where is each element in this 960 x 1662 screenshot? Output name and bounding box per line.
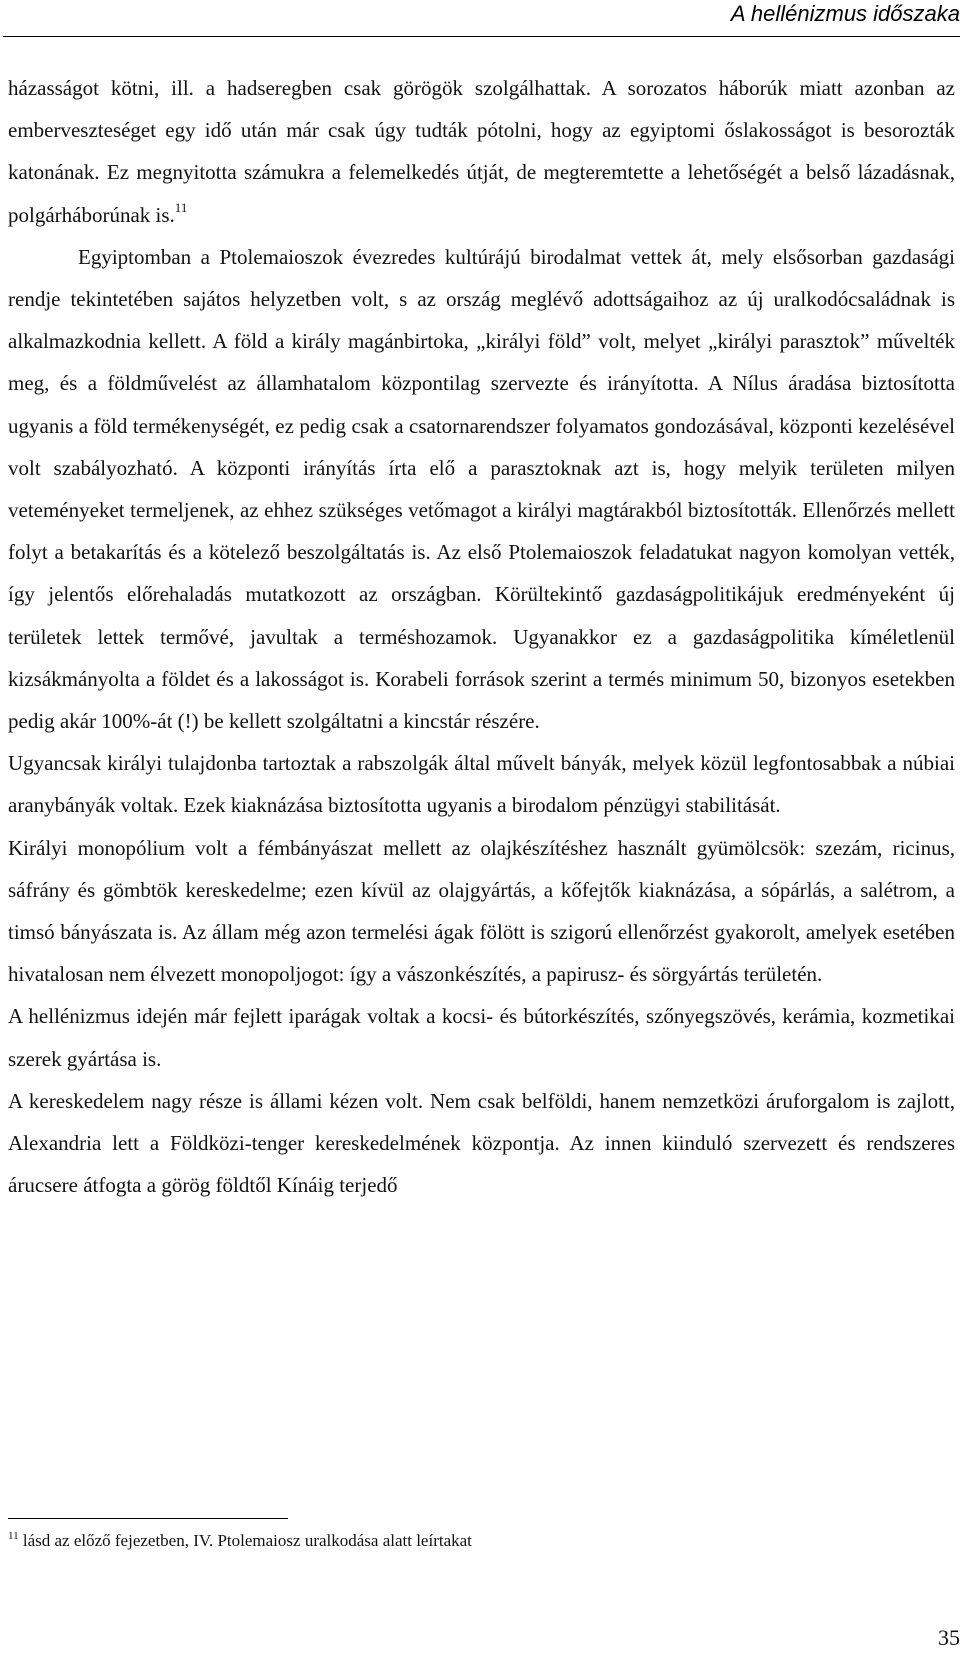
paragraph-continuation bbox=[8, 67, 955, 236]
paragraph-industries: A hellénizmus idején már fejlett iparágak voltak a kocsi- és bútorkészítés, szőnyegszövés, kerámia, kozmetikai szerek gyártása is. bbox=[8, 1004, 955, 1071]
paragraph-monopolies: Királyi monopólium volt a fémbányászat mellett az olajkészítéshez használt gyümölcsök: szezám, ricinus, sáfrány és gömbtök kereskedelme; ezen kívül az olajgyártás, a kőfejtők kiaknázása, a sópárlás, a salétrom, a timsó bányászata is. Az állam még azon termelési ágak fölött is szigorú ellenőrzést gyakorolt, amelyek esetében hivatalosan nem élvezett monopoljogot: így a vászonkészítés, a papirusz- és sörgyártás területén. bbox=[8, 835, 955, 987]
paragraph-ptolemaic-economy: Egyiptomban a Ptolemaioszok évezredes kultúrájú birodalmat vettek át, mely elsősorban gazdasági rendje tekintetében sajátos helyzetben volt, s az ország meglévő adottságaihoz az új uralkodócsaládnak is alkalmazkodnia kellett. A föld a király magánbirtoka, „királyi föld” volt, melyet „királyi parasztok” művelték meg, és a földművelést az államhatalom központilag szervezte és irányította. A Nílus áradása biztosította ugyanis a föld termékenységét, ez pedig csak a csatornarendszer folyamatos gondozásával, központi kezelésével volt szabályozható. A központi irányítás írta elő a parasztoknak azt is, hogy melyik területen milyen veteményeket termeljenek, az ehhez szükséges vetőmagot a királyi magtárakból biztosították. Ellenőrzés mellett folyt a betakarítás és a kötelező beszolgáltatás is. Az első Ptolemaioszok feladatukat nagyon komolyan vették, így jelentős előrehaladás mutatkozott az országban. Körültekintő gazdaságpolitikájuk eredményeként új területek lettek termővé, javultak a terméshozamok. Ugyanakkor ez a gazdaságpolitika kíméletlenül kizsákmányolta a földet és a lakosságot is. Korabeli források szerint a termés minimum 50, bizonyos esetekben pedig akár 100%-át (!) be kellett szolgáltatni a kincstár részére. bbox=[8, 244, 955, 734]
paragraph-trade: A kereskedelem nagy része is állami kézen volt. Nem csak belföldi, hanem nemzetközi áruforgalom is zajlott, Alexandria lett a Földközi-tenger kereskedelmének központja. Az innen kiinduló szervezett és rendszeres árucsere átfogta a görög földtől Kínáig terjedő bbox=[8, 1088, 955, 1198]
running-header-title: A hellénizmus időszaka bbox=[730, 1, 960, 26]
footnote-reference: 11 bbox=[174, 199, 188, 215]
footnote bbox=[8, 1530, 948, 1552]
paragraph-mines: Ugyancsak királyi tulajdonba tartoztak a rabszolgák által művelt bányák, melyek közül legfontosabbak a núbiai aranybányák voltak. Ezek kiaknázása biztosította ugyanis a birodalom pénzügyi stabilitását. bbox=[8, 751, 955, 818]
footnote-number: 11 bbox=[8, 1530, 19, 1542]
footnote-text: lásd az előző fejezetben, IV. Ptolemaiosz uralkodása alatt leírtakat bbox=[22, 1531, 472, 1550]
paragraph-text: házasságot kötni, ill. a hadseregben csak görögök szolgálhattak. A sorozatos háborúk miatt azonban az emberveszteséget egy idő után már csak úgy tudták pótolni, hogy az egyiptomi őslakosságot is besorozták katonának. Ez megnyitotta számukra a felemelkedés útját, de megteremtette a lehetőségét a belső lázadásnak, polgárháborúnak is. bbox=[8, 76, 955, 227]
footnote-divider bbox=[8, 1518, 288, 1519]
header-divider bbox=[3, 36, 960, 37]
body-text bbox=[8, 67, 955, 1206]
page-number: 35 bbox=[938, 1625, 960, 1650]
